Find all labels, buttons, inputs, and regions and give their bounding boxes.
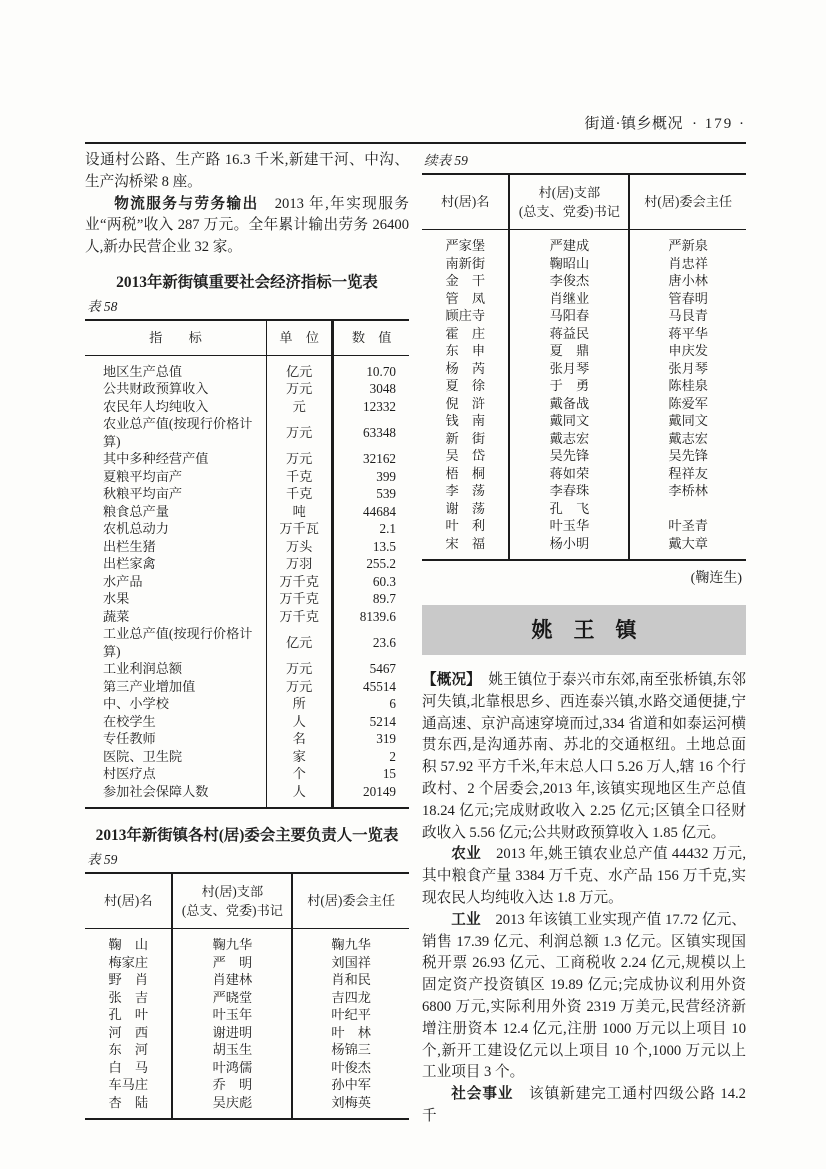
table-row — [85, 989, 409, 1007]
table-cell: 亿元 — [266, 625, 332, 660]
table-row — [422, 430, 746, 448]
table-cell: 宋 福 — [422, 535, 509, 561]
table59-header — [85, 873, 409, 929]
table-cell: 63348 — [363, 425, 396, 441]
table-row — [85, 355, 409, 380]
table-cell: 谢进明 — [172, 1024, 292, 1042]
logistics-paragraph-text: 2013 年,年实现服务业“两税”收入 287 万元。全年累计输出劳务 26400 人,新办民营企业 32 家。 — [85, 195, 409, 256]
table-row — [85, 1006, 409, 1024]
table-cell: 杨小明 — [509, 535, 629, 561]
table-row — [422, 395, 746, 413]
table59-village-leaders — [85, 872, 409, 1120]
table-cell: 工业利润总额 — [85, 660, 266, 678]
table-cell: 亿元 — [266, 355, 332, 380]
table-cell: 刘梅英 — [331, 1094, 371, 1110]
industry-label: 工业 — [451, 911, 481, 928]
table-cell: 6 — [389, 696, 396, 712]
table59-continued — [422, 173, 746, 561]
table-row — [422, 290, 746, 308]
table-row — [422, 307, 746, 325]
table-row — [422, 447, 746, 465]
table-cell: 东 申 — [422, 342, 509, 360]
agriculture-paragraph — [422, 844, 746, 909]
table-cell: 叶玉华 — [509, 517, 629, 535]
table-cell: 鞠 山 — [85, 929, 172, 954]
table-cell: 千克 — [266, 468, 332, 486]
table-row — [422, 360, 746, 378]
table-cell: 万羽 — [266, 555, 332, 573]
table58-body — [85, 355, 409, 808]
table-cell: 马艮青 — [668, 308, 708, 323]
table-cell: 所 — [266, 695, 332, 713]
table-cell: 万元 — [266, 678, 332, 696]
table-cell: 谢 荡 — [422, 500, 509, 518]
table-cell: 万头 — [266, 538, 332, 556]
section-paragraphs — [422, 670, 746, 1128]
table-row — [85, 929, 409, 954]
table58-title: 2013年新街镇重要社会经济指标一览表 — [116, 273, 378, 291]
table-cell: 名 — [266, 730, 332, 748]
table-row — [422, 325, 746, 343]
table-row — [422, 465, 746, 483]
table-cell: 车马庄 — [85, 1076, 172, 1094]
table59-continued-header-director: 村(居)委会主任 — [629, 174, 746, 230]
table-cell: 蒋平华 — [668, 325, 708, 341]
table-row — [85, 1024, 409, 1042]
table-cell: 万元 — [266, 380, 332, 398]
table-cell: 梅家庄 — [85, 954, 172, 972]
table-cell: 吉四龙 — [331, 989, 371, 1005]
table-cell: 在校学生 — [85, 713, 266, 731]
table-row — [85, 380, 409, 398]
table-cell: 戴同文 — [509, 412, 629, 430]
table-cell: 20149 — [363, 783, 396, 799]
table-cell: 夏 鼎 — [509, 342, 629, 360]
table-cell: 严新泉 — [668, 238, 708, 253]
table-cell: 河 西 — [85, 1024, 172, 1042]
table-cell: 万元 — [266, 660, 332, 678]
table-cell: 杨锦三 — [331, 1042, 371, 1058]
table-cell: 杨 芮 — [422, 360, 509, 378]
table-cell: 万千瓦 — [266, 520, 332, 538]
table-cell: 水果 — [85, 590, 266, 608]
table59-title: 2013年新街镇各村(居)委会主要负责人一览表 — [95, 827, 399, 845]
table-cell: 千克 — [266, 485, 332, 503]
table-row — [85, 1076, 409, 1094]
table-row — [85, 954, 409, 972]
table-cell — [629, 500, 746, 518]
social-paragraph — [422, 1084, 746, 1128]
table-cell: 梧 桐 — [422, 465, 509, 483]
table-cell: 夏粮平均亩产 — [85, 468, 266, 486]
table-cell: 严 明 — [172, 954, 292, 972]
table-cell: 5214 — [369, 713, 396, 729]
table-row — [85, 1041, 409, 1059]
table-cell: 南新街 — [422, 255, 509, 273]
table59-header-director: 村(居)委会主任 — [292, 873, 409, 929]
table-cell: 8139.6 — [359, 608, 396, 624]
agriculture-label: 农业 — [451, 846, 482, 863]
table-cell: 公共财政预算收入 — [85, 380, 266, 398]
running-head-section-title: 街道·镇乡概况 — [584, 116, 683, 132]
table-cell: 10.70 — [366, 363, 396, 379]
table-cell: 鞠九华 — [172, 929, 292, 954]
table-cell: 2.1 — [379, 521, 396, 537]
table-cell: 399 — [376, 468, 396, 484]
table-cell: 2 — [389, 748, 396, 764]
social-label: 社会事业 — [451, 1086, 514, 1103]
table-row — [85, 730, 409, 748]
table-row — [85, 660, 409, 678]
table-cell: 万千克 — [266, 608, 332, 626]
table-cell: 杏 陆 — [85, 1094, 172, 1120]
table-cell: 李桥林 — [668, 483, 708, 498]
table-row — [422, 482, 746, 500]
table-cell: 钱 南 — [422, 412, 509, 430]
logistics-paragraph-label: 物流服务与劳务输出 — [114, 195, 259, 212]
table-row — [85, 468, 409, 486]
table-cell: 白 马 — [85, 1059, 172, 1077]
table-cell: 东 河 — [85, 1041, 172, 1059]
table-cell: 夏 徐 — [422, 377, 509, 395]
table-cell: 第三产业增加值 — [85, 678, 266, 696]
table-cell: 15 — [382, 766, 396, 782]
table-row — [422, 517, 746, 535]
table-cell: 农机总动力 — [85, 520, 266, 538]
table-row — [85, 415, 409, 450]
table-cell: 蒋如荣 — [509, 465, 629, 483]
table-row — [85, 608, 409, 626]
table-cell: 出栏生猪 — [85, 538, 266, 556]
table-cell: 农民年人均纯收入 — [85, 398, 266, 416]
table59-continued-header-secretary: 村(居)支部 (总支、党委)书记 — [509, 174, 629, 230]
table-cell: 个 — [266, 765, 332, 783]
table-cell: 出栏家禽 — [85, 555, 266, 573]
table-cell: 新 街 — [422, 430, 509, 448]
table-row — [422, 500, 746, 518]
table-cell: 539 — [376, 486, 396, 502]
table59-body — [85, 929, 409, 1120]
table-cell: 叶 林 — [331, 1024, 371, 1040]
table-row — [85, 625, 409, 660]
table-cell: 管春明 — [668, 290, 708, 306]
table-attribution: (鞠连生) — [690, 571, 742, 586]
table-row — [85, 485, 409, 503]
table-cell: 肖忠祥 — [668, 255, 708, 271]
table-cell: 孔 叶 — [85, 1006, 172, 1024]
table-row — [85, 971, 409, 989]
overview-label: 【概况】 — [422, 672, 474, 688]
continued-paragraph: 设通村公路、生产路 16.3 千米,新建干河、中沟、生产沟桥梁 8 座。 — [85, 152, 409, 190]
table-cell: 万千克 — [266, 573, 332, 591]
table-cell: 水产品 — [85, 573, 266, 591]
table59-continued-header — [422, 174, 746, 230]
table-cell: 倪 浒 — [422, 395, 509, 413]
table-cell: 吴庆彪 — [172, 1094, 292, 1120]
logistics-paragraph — [85, 194, 409, 259]
table-cell: 吨 — [266, 503, 332, 521]
table-row — [85, 678, 409, 696]
table-cell: 胡玉生 — [172, 1041, 292, 1059]
table-cell: 李春珠 — [509, 482, 629, 500]
table-cell: 叶纪平 — [331, 1007, 371, 1023]
table-cell: 孔 飞 — [509, 500, 629, 518]
table-cell: 万千克 — [266, 590, 332, 608]
table58-header-unit: 单 位 — [266, 320, 332, 356]
table-row — [85, 695, 409, 713]
table-cell: 野 肖 — [85, 971, 172, 989]
table-cell: 吴 岱 — [422, 447, 509, 465]
table-cell: 戴备战 — [509, 395, 629, 413]
table-cell: 戴同文 — [668, 413, 708, 428]
table-cell: 人 — [266, 783, 332, 809]
table59-continued-body — [422, 230, 746, 561]
table-row — [422, 230, 746, 255]
running-head — [85, 112, 746, 144]
table-cell: 霍 庄 — [422, 325, 509, 343]
table-cell: 吴先锋 — [668, 448, 708, 463]
table-cell: 申庆发 — [668, 343, 708, 358]
left-column — [85, 150, 409, 1128]
table-cell: 戴大章 — [668, 535, 708, 551]
table-cell: 戴志宏 — [509, 430, 629, 448]
table58-header-value: 数 值 — [333, 320, 409, 356]
table-cell: 地区生产总值 — [85, 355, 266, 380]
table-cell: 叶俊杰 — [331, 1059, 371, 1075]
table-cell: 张月琴 — [668, 360, 708, 376]
table-cell: 319 — [376, 731, 396, 747]
section-banner-yaowang-town: 姚 王 镇 — [422, 605, 746, 655]
table-row — [422, 272, 746, 290]
table-cell: 严晓堂 — [172, 989, 292, 1007]
table-row — [85, 555, 409, 573]
table-cell: 人 — [266, 713, 332, 731]
table-cell: 张 吉 — [85, 989, 172, 1007]
table-cell: 89.7 — [372, 591, 396, 607]
table-row — [85, 590, 409, 608]
table-row — [85, 450, 409, 468]
table-cell: 严家堡 — [422, 230, 509, 255]
table-cell: 肖继业 — [509, 290, 629, 308]
table-cell: 李俊杰 — [509, 272, 629, 290]
table-cell: 12332 — [363, 398, 396, 414]
table-cell: 5467 — [369, 661, 396, 677]
table-row — [422, 412, 746, 430]
social-text: 该镇新建完工通村四级公路 14.2 千 — [422, 1086, 746, 1124]
table-cell: 农业总产值(按现行价格计算) — [85, 415, 266, 450]
industry-paragraph — [422, 910, 746, 1084]
table-cell: 叶圣青 — [668, 518, 708, 533]
table59-header-secretary: 村(居)支部 (总支、党委)书记 — [172, 873, 292, 929]
table58-header — [85, 320, 409, 356]
table-cell: 叶鸿儒 — [172, 1059, 292, 1077]
table-row — [85, 398, 409, 416]
table-cell: 255.2 — [366, 556, 396, 572]
table-cell: 参加社会保障人数 — [85, 783, 266, 809]
table-row — [85, 520, 409, 538]
table-cell: 3048 — [369, 381, 396, 397]
table-cell: 吴先锋 — [509, 447, 629, 465]
overview-paragraph — [422, 670, 746, 844]
table59-continued-header-village: 村(居)名 — [422, 174, 509, 230]
table59-label: 表 59 — [87, 852, 118, 868]
table-row — [422, 342, 746, 360]
table-cell: 陈爱军 — [668, 395, 708, 411]
table-row — [85, 503, 409, 521]
table-row — [85, 1094, 409, 1120]
table-cell: 秋粮平均亩产 — [85, 485, 266, 503]
table-cell: 45514 — [363, 678, 396, 694]
table-cell: 中、小学校 — [85, 695, 266, 713]
table-row — [422, 535, 746, 561]
industry-text: 2013 年该镇工业实现产值 17.72 亿元、销售 17.39 亿元、利润总额 1.3 亿元。区镇实现国税开票 26.93 亿元、工商税收 2.24 亿元,规模以上固定资产投资镇区 19.89 亿元;完成协议利用外资 6800 万元,实际利用外资 2319 万美元,民营经济新增注册资本 12.4 亿元,注册 1000 万元以上项目 10 个,新开工建设亿元以上项目 10 个,1000 万元以上工业项目 3 个。 — [422, 911, 746, 1081]
table-cell: 工业总产值(按现行价格计算) — [85, 625, 266, 660]
table58-label: 表 58 — [87, 298, 118, 314]
table-cell: 村医疗点 — [85, 765, 266, 783]
table-cell: 元 — [266, 398, 332, 416]
table-cell: 金 干 — [422, 272, 509, 290]
table-cell: 管 凤 — [422, 290, 509, 308]
table-cell: 李 荡 — [422, 482, 509, 500]
table-cell: 叶玉年 — [172, 1006, 292, 1024]
table-cell: 鞠昭山 — [509, 255, 629, 273]
table-cell: 肖建林 — [172, 971, 292, 989]
table-cell: 马阳春 — [509, 307, 629, 325]
table-cell: 严建成 — [509, 230, 629, 255]
table-cell: 唐小林 — [668, 273, 708, 288]
agriculture-text: 2013 年,姚王镇农业总产值 44432 万元,其中粮食产量 3384 万千克、水产品 156 万千克,实现农民人均纯收入达 1.8 万元。 — [422, 846, 746, 906]
overview-text: 姚王镇位于泰兴市东郊,南至张桥镇,东邻河失镇,北靠根思乡、西连泰兴镇,水路交通便捷,宁通高速、京沪高速穿境而过,334 省道和如泰运河横贯东西,是沟通苏南、苏北的交通枢纽。土地总面积 57.92 平方千米,年末总人口 5.26 万人,辖 16 个行政村、2 个居委会,2013 年,该镇实现地区生产总值 18.24 亿元;完成财政收入 2.25 亿元;区镇全口径财政收入 5.56 亿元;公共财政预算收入 1.85 亿元。 — [422, 672, 746, 841]
table-cell: 32162 — [363, 451, 396, 467]
table-cell: 万元 — [266, 415, 332, 450]
table-row — [85, 783, 409, 809]
table58-header-indicator: 指 标 — [85, 320, 266, 356]
two-column-body — [85, 150, 746, 1128]
table-row — [85, 538, 409, 556]
table-cell: 粮食总产量 — [85, 503, 266, 521]
right-column — [422, 150, 746, 1128]
table-row — [422, 255, 746, 273]
table-cell: 程祥友 — [668, 465, 708, 481]
table-cell: 其中多种经营产值 — [85, 450, 266, 468]
table-row — [85, 748, 409, 766]
table-cell: 蔬菜 — [85, 608, 266, 626]
table-cell: 60.3 — [372, 573, 396, 589]
table59-header-village: 村(居)名 — [85, 873, 172, 929]
table-cell: 陈桂泉 — [668, 378, 708, 393]
table59-continued-label: 续表 59 — [424, 153, 468, 168]
table-cell: 戴志宏 — [668, 430, 708, 446]
page-number: · 179 · — [692, 116, 746, 132]
table-cell: 叶 利 — [422, 517, 509, 535]
table-cell: 张月琴 — [509, 360, 629, 378]
table-row — [422, 377, 746, 395]
table-cell: 刘国祥 — [331, 954, 371, 970]
table-row — [85, 713, 409, 731]
table-cell: 万元 — [266, 450, 332, 468]
table-row — [85, 765, 409, 783]
table58-economic-indicators — [85, 319, 409, 810]
table-cell: 专任教师 — [85, 730, 266, 748]
table-cell: 23.6 — [372, 635, 396, 651]
table-row — [85, 573, 409, 591]
table-cell: 顾庄寺 — [422, 307, 509, 325]
table-cell: 孙中军 — [331, 1077, 371, 1093]
table-cell: 44684 — [363, 503, 396, 519]
table-cell: 医院、卫生院 — [85, 748, 266, 766]
table-row — [85, 1059, 409, 1077]
table-cell: 13.5 — [372, 538, 396, 554]
table-cell: 蒋益民 — [509, 325, 629, 343]
table-cell: 肖和民 — [331, 972, 371, 988]
table-cell: 乔 明 — [172, 1076, 292, 1094]
table-cell: 鞠九华 — [331, 937, 371, 953]
table-cell: 于 勇 — [509, 377, 629, 395]
table-cell: 家 — [266, 748, 332, 766]
